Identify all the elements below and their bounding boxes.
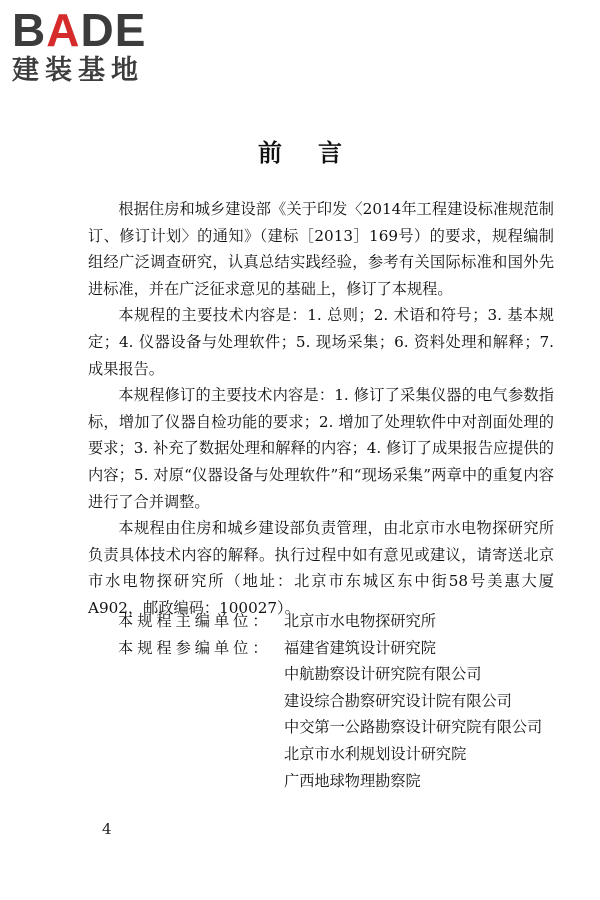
participant-unit: 北京市水利规划设计研究院 xyxy=(284,744,467,763)
participant-unit: 广西地球物理勘察院 xyxy=(284,771,421,790)
paragraph-revision-contents: 本规程修订的主要技术内容是：1. 修订了采集仪器的电气参数指标，增加了仪器自检功能的要求；2. 增加了处理软件中对剖面处理的要求；3. 补充了数据处理和解释的内容；4. 修订了成果报告应提供的内容；5. 对原“仪器设备与处理软件”和“现场采集”两章中的重复内容进行了合并调整。 xyxy=(88,386,554,511)
logo-letter-a-accent: A xyxy=(46,4,81,56)
brand-logo xyxy=(12,6,182,86)
chief-unit-name: 北京市水电物探研究所 xyxy=(284,612,436,630)
logo-subtitle: 建装基地 xyxy=(12,55,144,86)
compilation-units xyxy=(88,608,558,794)
participant-units-label: 本规程参编单位： xyxy=(118,638,272,657)
chief-unit-row xyxy=(88,608,558,635)
page-title: 前言 xyxy=(258,139,378,167)
paragraph-compilation-basis: 根据住房和城乡建设部《关于印发〈2014年工程建设标准规范制订、修订计划〉的通知》（建标［2013］169号）的要求，规程编制组经广泛调查研究，认真总结实践经验，参考有关国际标准和国外先进标准，并在广泛征求意见的基础上，修订了本规程。 xyxy=(88,200,554,298)
paragraph-management: 本规程由住房和城乡建设部负责管理，由北京市水电物探研究所负责具体技术内容的解释。执行过程中如有意见或建议，请寄送北京市水电物探研究所（地址：北京市东城区东中街58号美惠大厦A902，邮政编码：100027）。 xyxy=(88,519,554,617)
participant-units-list xyxy=(284,635,558,795)
participant-unit: 建设综合勘察研究设计院有限公司 xyxy=(284,691,512,710)
logo-wordmark xyxy=(12,6,182,54)
chief-unit-label: 本规程主编单位： xyxy=(118,612,272,630)
logo-letters-de: DE xyxy=(80,4,147,56)
page-number: 4 xyxy=(102,820,112,838)
participant-unit: 中交第一公路勘察设计研究院有限公司 xyxy=(284,718,543,737)
paragraph-main-contents: 本规程的主要技术内容是：1. 总则；2. 术语和符号；3. 基本规定；4. 仪器设备与处理软件；5. 现场采集；6. 资料处理和解释；7. 成果报告。 xyxy=(88,306,554,378)
chief-unit-value xyxy=(284,608,558,635)
participant-unit: 中航勘察设计研究院有限公司 xyxy=(284,665,482,684)
logo-letter-b: B xyxy=(12,4,47,56)
participant-units-row xyxy=(88,635,558,795)
participant-unit: 福建省建筑设计研究院 xyxy=(284,638,436,657)
preface-body xyxy=(88,196,554,622)
